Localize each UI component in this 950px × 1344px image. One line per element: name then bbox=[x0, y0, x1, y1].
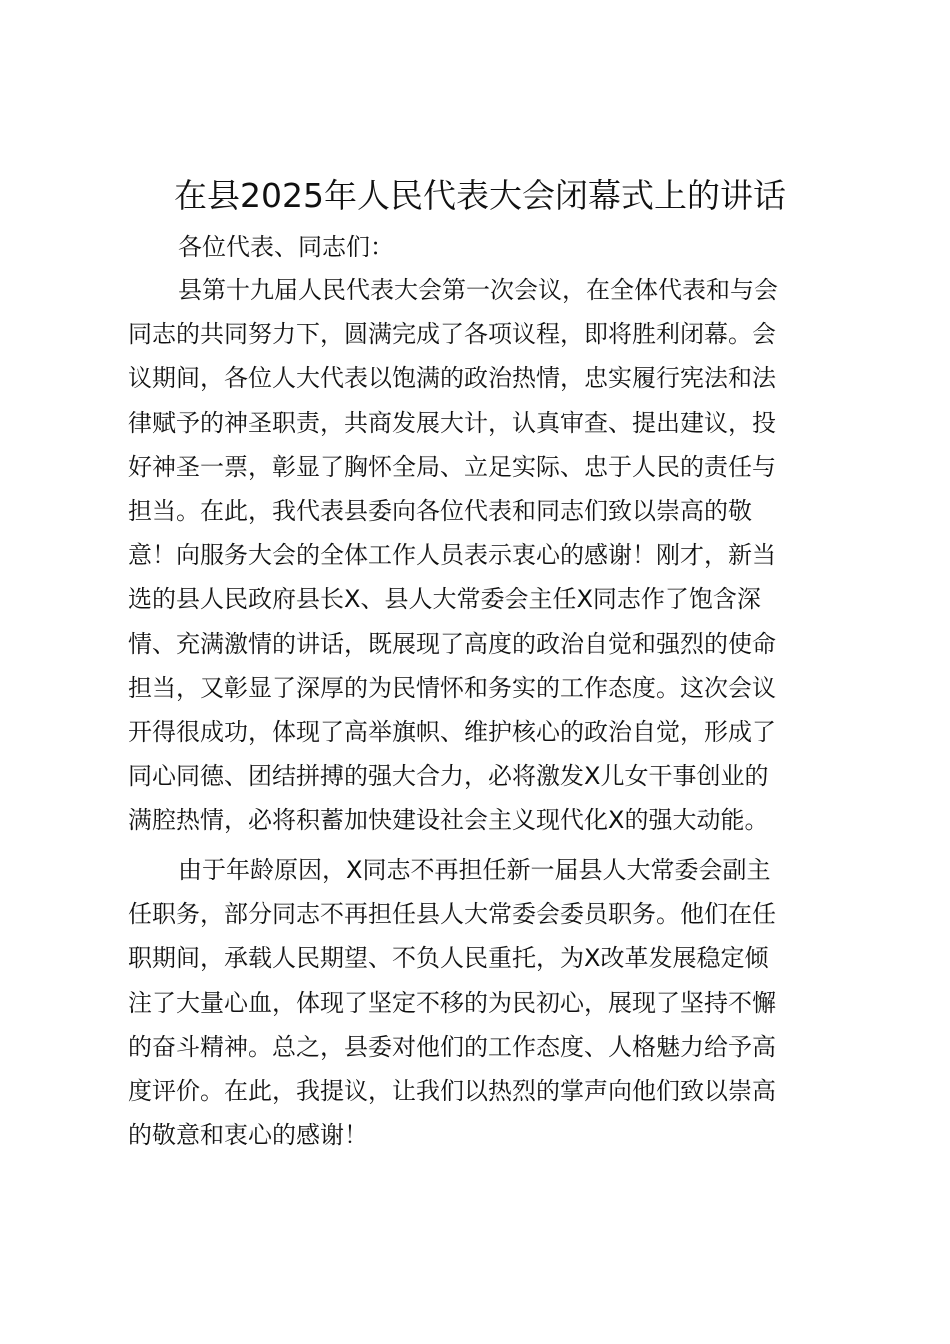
paragraph-line: 好神圣一票，彰显了胸怀全局、立足实际、忠于人民的责任与 bbox=[128, 452, 776, 481]
document-title: 在县2025年人民代表大会闭幕式上的讲话 bbox=[174, 176, 786, 215]
paragraph-line: 的奋斗精神。总之，县委对他们的工作态度、人格魅力给予高 bbox=[128, 1032, 776, 1061]
paragraph-line: 县第十九届人民代表大会第一次会议，在全体代表和与会 bbox=[178, 276, 778, 304]
paragraph-line: 的敬意和衷心的感谢！ bbox=[128, 1121, 368, 1150]
paragraph-line: 同志的共同努力下，圆满完成了各项议程，即将胜利闭幕。会 bbox=[128, 320, 776, 349]
paragraph-line: 注了大量心血，体现了坚定不移的为民初心，展现了坚持不懈 bbox=[128, 988, 776, 1017]
paragraph-line: 担当。在此，我代表县委向各位代表和同志们致以崇高的敬 bbox=[128, 496, 752, 525]
salutation: 各位代表、同志们： bbox=[178, 233, 394, 261]
paragraph-line: 度评价。在此，我提议，让我们以热烈的掌声向他们致以崇高 bbox=[128, 1076, 776, 1105]
paragraph-line: 律赋予的神圣职责，共商发展大计，认真审查、提出建议，投 bbox=[128, 408, 776, 437]
paragraph bbox=[128, 848, 828, 1157]
paragraph-line: 开得很成功，体现了高举旗帜、维护核心的政治自觉，形成了 bbox=[128, 717, 776, 746]
paragraph-line: 职期间，承载人民期望、不负人民重托，为X改革发展稳定倾 bbox=[128, 944, 769, 973]
paragraph-line: 议期间，各位人大代表以饱满的政治热情，忠实履行宪法和法 bbox=[128, 364, 776, 393]
paragraph-line: 同心同德、团结拼搏的强大合力，必将激发X儿女干事创业的 bbox=[128, 762, 769, 791]
paragraph-line: 意！向服务大会的全体工作人员表示衷心的感谢！刚才，新当 bbox=[128, 541, 776, 570]
paragraph-line: 任职务，部分同志不再担任县人大常委会委员职务。他们在任 bbox=[128, 900, 776, 929]
paragraph bbox=[128, 268, 828, 842]
paragraph-line: 选的县人民政府县长X、县人大常委会主任X同志作了饱含深 bbox=[128, 585, 761, 614]
paragraph-line: 满腔热情，必将积蓄加快建设社会主义现代化X的强大动能。 bbox=[128, 806, 769, 835]
paragraph-line: 情、充满激情的讲话，既展现了高度的政治自觉和强烈的使命 bbox=[128, 629, 776, 658]
paragraph-line: 由于年龄原因，X同志不再担任新一届县人大常委会副主 bbox=[178, 856, 771, 884]
paragraph-line: 担当，又彰显了深厚的为民情怀和务实的工作态度。这次会议 bbox=[128, 673, 776, 702]
